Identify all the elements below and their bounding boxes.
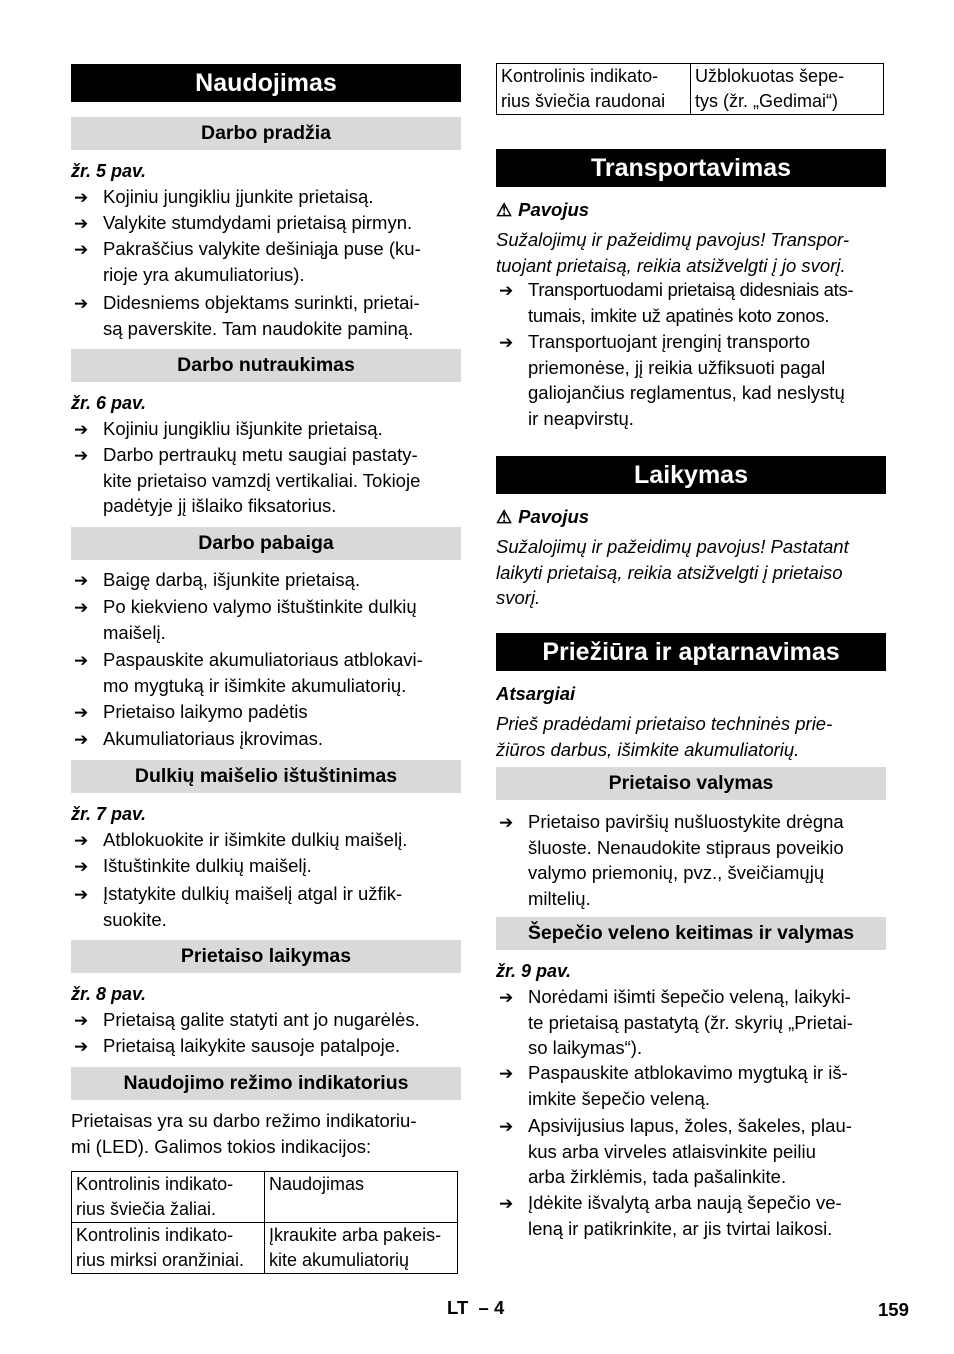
arrow-icon: ➔ xyxy=(74,240,89,259)
arrow-icon: ➔ xyxy=(74,571,89,590)
caution-label: Atsargiai xyxy=(496,683,576,704)
danger-text: Sužalojimų ir pažeidimų pavojus! Pastatant laikyti prietaisą, reikia atsižvelgti į prietaiso svorį. xyxy=(496,536,849,608)
arrow-icon: ➔ xyxy=(74,446,89,465)
list-item: ➔ Kojiniu jungikliu išjunkite prietaisą. xyxy=(71,416,461,442)
table-cell: Užblokuotas šepe- tys (žr. „Gedimai“) xyxy=(691,64,884,115)
list-item: ➔ Prietaisą galite statyti ant jo nugarėlės. xyxy=(71,1007,461,1033)
indicator-table-continued xyxy=(496,63,884,115)
arrow-icon: ➔ xyxy=(74,188,89,207)
indicator-table xyxy=(71,1171,458,1274)
list-item: ➔ Prietaisą laikykite sausoje patalpoje. xyxy=(71,1033,461,1059)
section-title-prieziura: Priežiūra ir aptarnavimas xyxy=(496,633,886,671)
heading-dulkiu-maiselio: Dulkių maišelio ištuštinimas xyxy=(71,760,461,793)
list-item: ➔ Atblokuokite ir išimkite dulkių maišelį. xyxy=(71,827,461,853)
list-item: ➔ Prietaiso paviršių nušluostykite drėgna šluoste. Nenaudokite stipraus poveikio valymo priemonių, pvz., šveičiamųjų miltelių. xyxy=(499,811,844,909)
list-item: ➔ Paspauskite atblokavimo mygtuką ir iš- imkite šepečio veleną. xyxy=(499,1062,848,1109)
arrow-icon: ➔ xyxy=(499,333,514,352)
arrow-icon: ➔ xyxy=(74,1037,89,1056)
list-item: ➔ Transportuodami prietaisą didesniais ats- tumais, imkite už apatinės koto zonos. xyxy=(499,279,854,326)
table-row xyxy=(497,64,884,115)
list-item: ➔ Akumuliatoriaus įkrovimas. xyxy=(71,726,461,752)
arrow-icon: ➔ xyxy=(74,857,89,876)
warning-icon: ⚠ xyxy=(496,200,513,220)
table-cell: Naudojimas xyxy=(265,1172,458,1223)
figure-ref: žr. 5 pav. xyxy=(71,161,147,181)
arrow-icon: ➔ xyxy=(499,1117,514,1136)
list-item: ➔ Darbo pertraukų metu saugiai pastaty- kite prietaiso vamzdį vertikaliai. Tokioje padėtyje jį išlaiko fiksatorius. xyxy=(74,444,421,516)
heading-darbo-nutraukimas: Darbo nutraukimas xyxy=(71,349,461,382)
list-item: ➔ Įdėkite išvalytą arba naują šepečio ve- leną ir patikrinkite, ar jis tvirtai laikosi. xyxy=(499,1192,842,1239)
arrow-icon: ➔ xyxy=(499,813,514,832)
list-item: ➔ Apsivijusius lapus, žoles, šakeles, plau- kus arba virveles atlaisvinkite peiliu arba žirklėmis, tada pašalinkite. xyxy=(499,1115,852,1187)
danger-label: ⚠ Pavojus xyxy=(496,506,590,527)
figure-ref: žr. 6 pav. xyxy=(71,393,147,413)
figure-ref: žr. 9 pav. xyxy=(496,961,572,981)
arrow-icon: ➔ xyxy=(499,281,513,300)
list-item: ➔ Po kiekvieno valymo ištuštinkite dulkių maišelį. xyxy=(74,596,417,643)
list-item: ➔ Įstatykite dulkių maišelį atgal ir užfik- suokite. xyxy=(74,883,403,930)
arrow-icon: ➔ xyxy=(499,988,514,1007)
section-title-naudojimas: Naudojimas xyxy=(71,64,461,102)
list-item: ➔ Didesniems objektams surinkti, prietai- są paverskite. Tam naudokite paminą. xyxy=(74,292,420,339)
arrow-icon: ➔ xyxy=(74,598,89,617)
arrow-icon: ➔ xyxy=(74,294,89,313)
table-cell: Kontrolinis indikato- rius mirksi oranžiniai. xyxy=(72,1223,265,1274)
heading-darbo-pradzia: Darbo pradžia xyxy=(71,117,461,150)
list-item: ➔ Kojiniu jungikliu įjunkite prietaisą. xyxy=(71,184,461,210)
table-cell: Įkraukite arba pakeis- kite akumuliatorių xyxy=(265,1223,458,1274)
heading-rezimo-indikatorius: Naudojimo režimo indikatorius xyxy=(71,1067,461,1100)
arrow-icon: ➔ xyxy=(74,651,89,670)
list-item: ➔ Ištuštinkite dulkių maišelį. xyxy=(71,853,461,879)
section-title-laikymas: Laikymas xyxy=(496,456,886,494)
arrow-icon: ➔ xyxy=(74,214,89,233)
list-item: ➔ Transportuojant įrenginį transporto priemonėse, jį reikia užfiksuoti pagal galiojančius reglamentus, kad neslystų ir neapvirstų. xyxy=(499,331,845,429)
list-item: ➔ Prietaiso laikymo padėtis xyxy=(71,699,461,725)
page-number: 159 xyxy=(878,1299,909,1320)
table-row xyxy=(72,1223,458,1274)
list-item: ➔ Baigę darbą, išjunkite prietaisą. xyxy=(71,567,461,593)
paragraph: Prietaisas yra su darbo režimo indikatoriu- mi (LED). Galimos tokios indikacijos: xyxy=(71,1110,417,1157)
warning-icon: ⚠ xyxy=(496,507,513,527)
arrow-icon: ➔ xyxy=(74,831,89,850)
arrow-icon: ➔ xyxy=(499,1194,514,1213)
list-item: ➔ Pakraščius valykite dešiniąja puse (ku- rioje yra akumuliatorius). xyxy=(74,238,421,285)
danger-text: Sužalojimų ir pažeidimų pavojus! Transpor- tuojant prietaisą, reikia atsižvelgti į jo svorį. xyxy=(496,229,850,276)
arrow-icon: ➔ xyxy=(74,730,89,749)
figure-ref: žr. 7 pav. xyxy=(71,804,147,824)
list-item: ➔ Norėdami išimti šepečio veleną, laikyki- te prietaisą pastatytą (žr. skyrių „Prietai- so laikymas“). xyxy=(499,986,853,1058)
table-cell: Kontrolinis indikato- rius šviečia raudonai xyxy=(497,64,691,115)
danger-label: ⚠ Pavojus xyxy=(496,199,590,220)
table-row xyxy=(72,1172,458,1223)
table-cell: Kontrolinis indikato- rius šviečia žaliai. xyxy=(72,1172,265,1223)
caution-text: Prieš pradėdami prietaiso techninės prie- žiūros darbus, išimkite akumuliatorių. xyxy=(496,713,833,760)
arrow-icon: ➔ xyxy=(74,885,89,904)
footer-language: LT – 4 xyxy=(447,1297,505,1318)
figure-ref: žr. 8 pav. xyxy=(71,984,147,1004)
list-item: ➔ Paspauskite akumuliatoriaus atblokavi- mo mygtuką ir išimkite akumuliatorių. xyxy=(74,649,423,696)
arrow-icon: ➔ xyxy=(499,1064,514,1083)
footer-section-number: – 4 xyxy=(478,1297,505,1318)
arrow-icon: ➔ xyxy=(74,420,89,439)
heading-darbo-pabaiga: Darbo pabaiga xyxy=(71,527,461,560)
section-title-transportavimas: Transportavimas xyxy=(496,149,886,187)
heading-prietaiso-laikymas: Prietaiso laikymas xyxy=(71,940,461,973)
heading-prietaiso-valymas: Prietaiso valymas xyxy=(496,767,886,800)
arrow-icon: ➔ xyxy=(74,703,89,722)
heading-sepecio-veleno: Šepečio veleno keitimas ir valymas xyxy=(496,917,886,950)
arrow-icon: ➔ xyxy=(74,1011,89,1030)
list-item: ➔ Valykite stumdydami prietaisą pirmyn. xyxy=(71,210,461,236)
